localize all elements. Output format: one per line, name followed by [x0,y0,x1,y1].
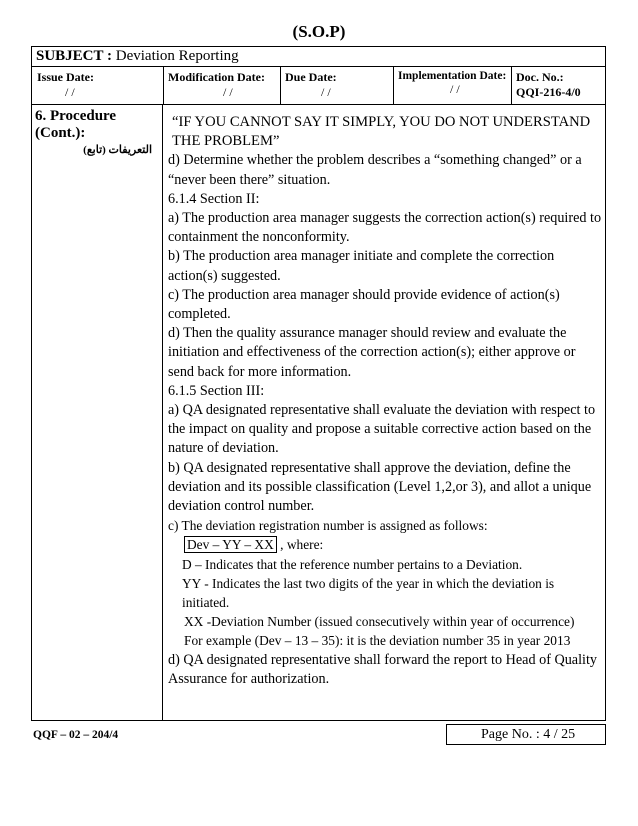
modification-date-cell [163,67,280,104]
due-date-label: Due Date: [285,70,337,84]
document-title: (S.O.P) [292,22,346,41]
modification-date-label: Modification Date: [168,70,265,84]
procedure-content [162,105,607,689]
step-3-d: d) QA designated representative shall forward the report to Head of Quality Assurance for authorization. [168,651,598,687]
due-date-value: / / [321,85,331,99]
form-code: QQF – 02 – 204/4 [33,729,119,741]
section-arabic-title: التعريفات (تابع) [83,144,152,156]
section-heading [32,105,162,156]
page-number: Page No. : 4 / 25 [446,724,606,745]
date-header-row [32,67,605,105]
sop-frame [31,46,606,721]
d-definition: D – Indicates that the reference number pertains to a Deviation. [182,556,523,572]
xx-definition: XX -Deviation Number (issued consecutively within year of occurrence) [184,614,575,630]
quote-text: “IF YOU CANNOT SAY IT SIMPLY, YOU DO NOT UNDERSTAND THE PROBLEM” [172,114,591,150]
subject-value: Deviation Reporting [115,48,239,64]
step-3-a: a) QA designated representative shall evaluate the deviation with respect to the impact on quality and propose a suitable corrective action based on the nature of deviation. [168,402,596,457]
divider [393,67,394,104]
subject-row [32,47,605,67]
section-title: 6. Procedure (Cont.): [35,108,117,141]
divider [280,67,281,104]
step-3-c: c) The deviation registration number is assigned as follows: [168,518,488,534]
step-3-b: b) QA designated representative shall approve the deviation, define the deviation and its possible classification (Level 1,2,or 3), and allot a unique deviation control number. [168,459,592,515]
step-2-d: d) Then the quality assurance manager should review and evaluate the initiation and effectiveness of the correction action(s); either approve or send back for more information. [168,325,576,380]
doc-no-value: QQI-216-4/0 [516,85,581,99]
step-2-a: a) The production area manager suggests the correction action(s) required to containment the nonconformity. [168,210,602,246]
section-614-heading: 6.1.4 Section II: [168,190,260,207]
step-1-d: d) Determine whether the problem describes a “something changed” or a “never been there” situation. [168,152,582,188]
step-2-b: b) The production area manager initiate and complete the correction action(s) suggested. [168,248,555,284]
subject-label: SUBJECT : [36,48,112,64]
divider [511,67,512,104]
step-2-c: c) The production area manager should provide evidence of action(s) completed. [168,286,560,323]
issue-date-label: Issue Date: [37,70,94,84]
format-line [168,535,603,554]
divider [163,67,164,104]
doc-no-cell [511,67,607,104]
example-text: For example (Dev – 13 – 35): it is the deviation number 35 in year 2013 [184,633,571,649]
issue-date-cell [32,67,163,104]
format-suffix: , where: [280,537,324,553]
yy-definition: YY - Indicates the last two digits of the year in which the deviation is initiated. [182,575,555,611]
implementation-date-value: / / [450,82,460,96]
doc-no-label: Doc. No.: [516,70,564,84]
due-date-cell [280,67,393,104]
implementation-date-cell [393,67,511,104]
implementation-date-label: Implementation Date: [398,70,507,82]
modification-date-value: / / [223,85,233,99]
format-code: Dev – YY – XX [184,536,277,553]
issue-date-value: / / [65,85,75,99]
section-615-heading: 6.1.5 Section III: [168,382,265,399]
